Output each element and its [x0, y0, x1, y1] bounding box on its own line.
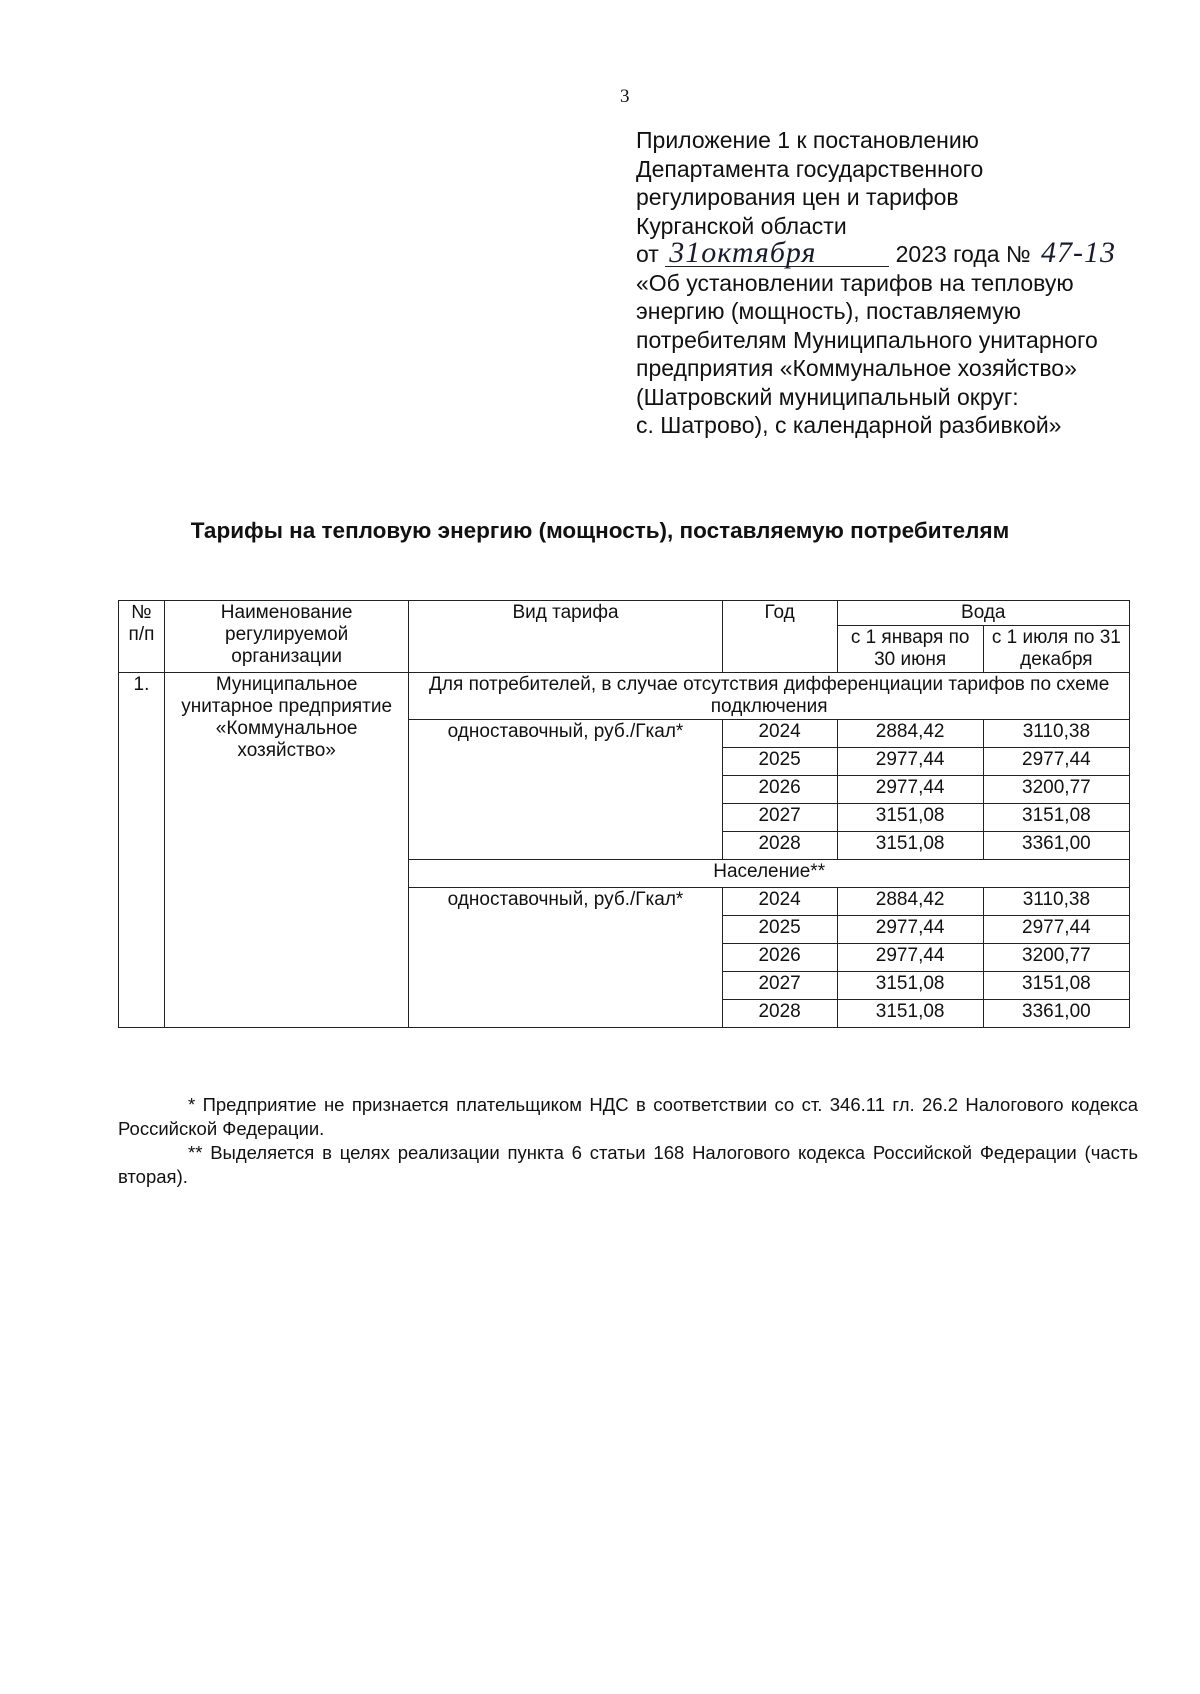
value-h2: 3110,38	[983, 720, 1129, 748]
header-water: Вода	[837, 601, 1129, 626]
value-h2: 3151,08	[983, 804, 1129, 832]
appendix-date-line	[636, 236, 1176, 269]
value-h2: 3361,00	[983, 832, 1129, 860]
value-h1: 2977,44	[837, 748, 983, 776]
appendix-title-line: (Шатровский муниципальный округ:	[636, 383, 1019, 410]
value-h2: 3361,00	[983, 1000, 1129, 1028]
footnotes	[118, 1093, 1138, 1189]
tariff-type: одноставочный, руб./Гкал*	[409, 720, 722, 860]
group-title: Для потребителей, в случае отсутствия дифференциации тарифов по схеме подключения	[409, 673, 1130, 720]
header-no: № п/п	[119, 601, 165, 673]
year-cell: 2026	[722, 944, 837, 972]
year-cell: 2025	[722, 748, 837, 776]
tariff-type: одноставочный, руб./Гкал*	[409, 888, 722, 1028]
header-type: Вид тарифа	[409, 601, 722, 673]
appendix-line: Курганской области	[636, 212, 847, 239]
handwritten-date: 31октября	[665, 240, 889, 267]
year-cell: 2028	[722, 832, 837, 860]
org-name: Муниципальное унитарное предприятие «Коммунальное хозяйство»	[164, 673, 408, 1028]
appendix-title-line: с. Шатрово), с календарной разбивкой»	[636, 412, 1062, 438]
handwritten-number: 47-13	[1041, 236, 1117, 269]
page-number: 3	[620, 86, 630, 107]
appendix-title-line: предприятия «Коммунальное хозяйство»	[636, 355, 1077, 381]
header-half2: с 1 июля по 31 декабря	[983, 626, 1129, 673]
year-cell: 2025	[722, 916, 837, 944]
date-prefix: от	[636, 241, 659, 267]
value-h2: 2977,44	[983, 748, 1129, 776]
value-h1: 2977,44	[837, 776, 983, 804]
value-h1: 3151,08	[837, 804, 983, 832]
appendix-line: регулирования цен и тарифов	[636, 184, 959, 210]
header-half1: с 1 января по 30 июня	[837, 626, 983, 673]
row-number: 1.	[119, 673, 165, 1028]
footnote-population: ** Выделяется в целях реализации пункта 6 статьи 168 Налогового кодекса Российской Федерации (часть вторая).	[118, 1142, 1138, 1187]
year-cell: 2024	[722, 720, 837, 748]
value-h1: 3151,08	[837, 972, 983, 1000]
value-h2: 3200,77	[983, 944, 1129, 972]
appendix-line: Приложение 1 к постановлению	[636, 127, 979, 153]
value-h1: 2977,44	[837, 944, 983, 972]
appendix-block	[636, 126, 1176, 440]
appendix-line: Департамента государственного	[636, 155, 984, 182]
year-cell: 2026	[722, 776, 837, 804]
value-h2: 3200,77	[983, 776, 1129, 804]
year-cell: 2027	[722, 972, 837, 1000]
tariff-table	[118, 600, 1130, 1028]
group-title-row	[119, 673, 1130, 720]
header-year: Год	[722, 601, 837, 673]
document-title: Тарифы на тепловую энергию (мощность), поставляемую потребителям	[190, 518, 1010, 543]
value-h1: 2884,42	[837, 888, 983, 916]
appendix-title-line: «Об установлении тарифов на тепловую	[636, 269, 1074, 296]
appendix-title-line: потребителям Муниципального унитарного	[636, 326, 1098, 353]
value-h2: 3151,08	[983, 972, 1129, 1000]
year-cell: 2024	[722, 888, 837, 916]
group-title: Население**	[409, 860, 1130, 888]
header-row	[119, 601, 1130, 626]
appendix-title-line: энергию (мощность), поставляемую	[636, 298, 1022, 324]
year-cell: 2027	[722, 804, 837, 832]
value-h2: 2977,44	[983, 916, 1129, 944]
footnote-vat: * Предприятие не признается плательщиком НДС в соответствии со ст. 346.11 гл. 26.2 Налогового кодекса Российской Федерации.	[118, 1094, 1138, 1139]
header-org: Наименование регулируемой организации	[164, 601, 408, 673]
value-h1: 3151,08	[837, 832, 983, 860]
value-h2: 3110,38	[983, 888, 1129, 916]
value-h1: 2884,42	[837, 720, 983, 748]
year-cell: 2028	[722, 1000, 837, 1028]
value-h1: 3151,08	[837, 1000, 983, 1028]
value-h1: 2977,44	[837, 916, 983, 944]
date-year-text: 2023 года №	[895, 241, 1031, 267]
